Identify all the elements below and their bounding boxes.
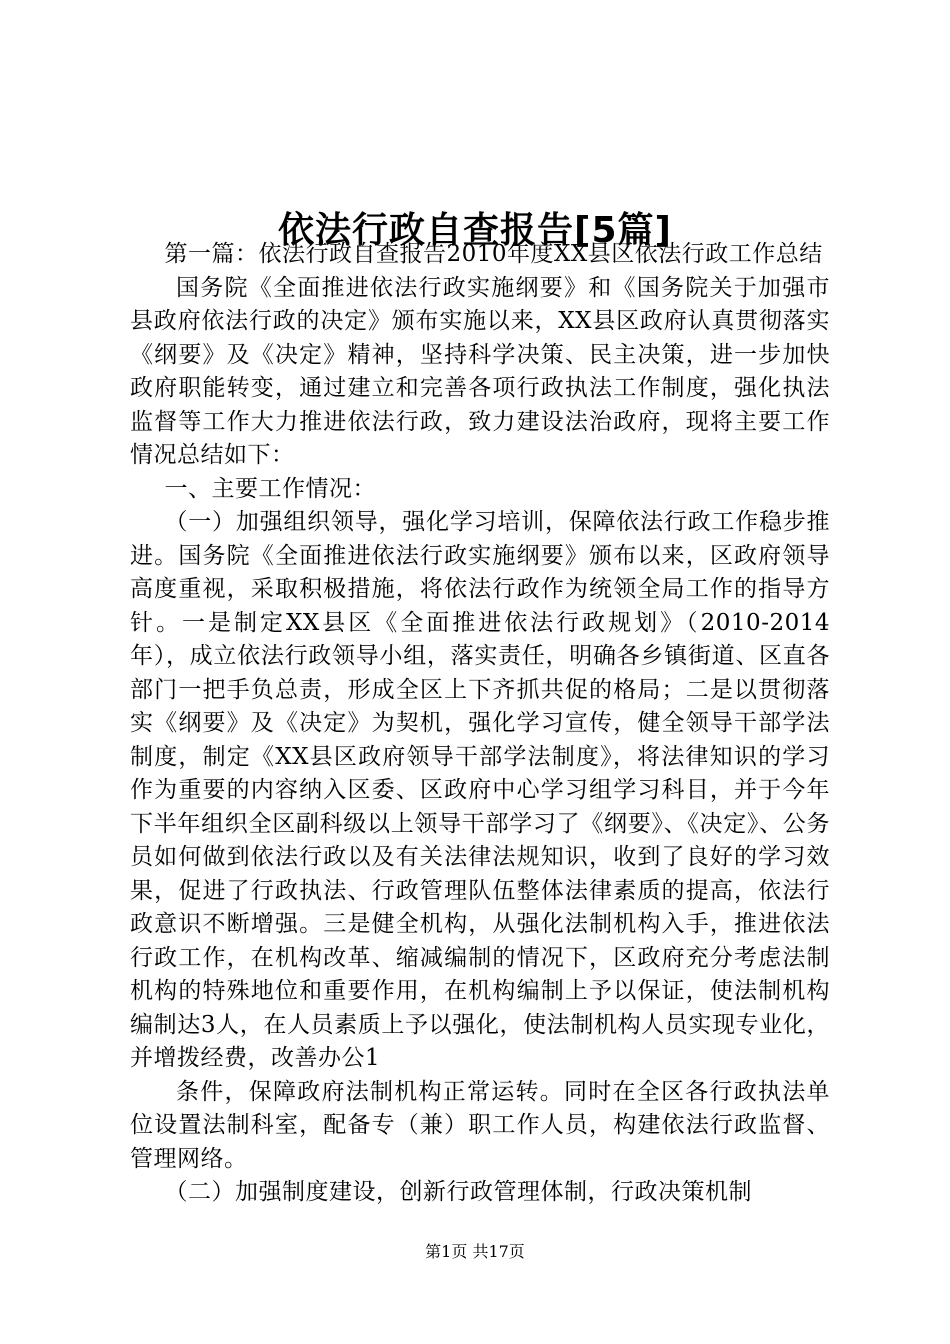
work-item-2-heading: （二）加强制度建设，创新行政管理体制，行政决策机制 — [164, 1179, 752, 1205]
document-title: 依法行政自查报告[5篇] — [278, 210, 672, 252]
document-body — [130, 238, 830, 1210]
section-heading-paragraph: 第一篇：依法行政自查报告2010年度XX县区依法行政工作总结 — [164, 241, 823, 267]
intro-paragraph: 国务院《全面推进依法行政实施纲要》和《国务院关于加强市县政府依法行政的决定》颁布实施以来，XX县区政府认真贯彻落实《纲要》及《决定》精神，坚持科学决策、民主决策，进一步加快政府职能转变，通过建立和完善各项行政执法工作制度，强化执法监督等工作大力推进依法行政，致力建设法治政府，现将主要工作情况总结如下： — [130, 274, 830, 468]
work-item-1-paragraph: （一）加强组织领导，强化学习培训，保障依法行政工作稳步推进。国务院《全面推进依法行政实施纲要》颁布以来，区政府领导高度重视，采取积极措施，将依法行政作为统领全局工作的指导方针。一是制定XX县区《全面推进依法行政规划》（2010-2014年），成立依法行政领导小组，落实责任，明确各乡镇街道、区直各部门一把手负总责，形成全区上下齐抓共促的格局；二是以贯彻落实《纲要》及《决定》为契机，强化学习宣传，健全领导干部学法制度，制定《XX县区政府领导干部学法制度》，将法律知识的学习作为重要的内容纳入区委、区政府中心学习组学习科目，并于今年下半年组织全区副科级以上领导干部学习了《纲要》、《决定》、公务员如何做到依法行政以及有关法律法规知识，收到了良好的学习效果，促进了行政执法、行政管理队伍整体法律素质的提高，依法行政意识不断增强。三是健全机构，从强化法制机构入手，推进依法行政工作，在机构改革、缩减编制的情况下，区政府充分考虑法制机构的特殊地位和重要作用，在机构编制上予以保证，使法制机构编制达3人，在人员素质上予以强化，使法制机构人员实现专业化，并增拨经费，改善办公1 — [130, 509, 830, 1071]
work-item-1-continuation: 条件，保障政府法制机构正常运转。同时在全区各行政执法单位设置法制科室，配备专（兼）职工作人员，构建依法行政监督、管理网络。 — [130, 1078, 830, 1172]
page-number-footer: 第1页 共17页 — [425, 1242, 525, 1261]
main-work-heading: 一、主要工作情况： — [164, 475, 376, 502]
